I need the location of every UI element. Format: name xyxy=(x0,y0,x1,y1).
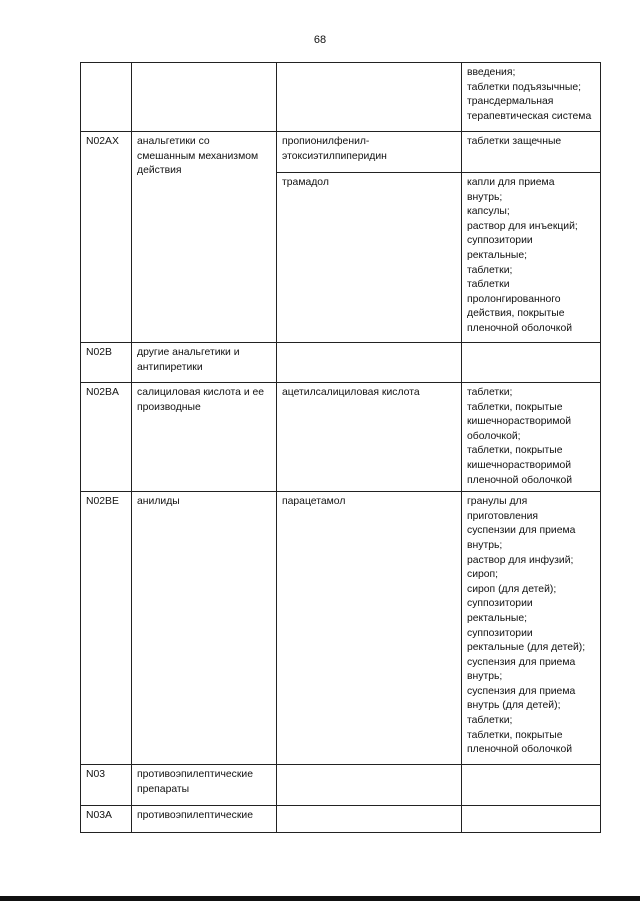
anatomical-group-cell: анальгетики со смешанным механизмом действия xyxy=(132,132,277,343)
substance-cell: пропионилфенил- этоксиэтилпиперидин xyxy=(277,132,462,173)
substance-cell xyxy=(277,806,462,833)
dosage-forms-cell xyxy=(462,343,601,383)
substance-cell xyxy=(277,63,462,132)
substance-cell: ацетилсалициловая кислота xyxy=(277,383,462,492)
table-row xyxy=(81,343,601,383)
atc-code-cell xyxy=(81,63,132,132)
atc-code-cell: N03 xyxy=(81,765,132,806)
atc-code-cell: N02AX xyxy=(81,132,132,343)
anatomical-group-cell: анилиды xyxy=(132,492,277,765)
table-row xyxy=(81,765,601,806)
dosage-forms-cell xyxy=(462,765,601,806)
table-row xyxy=(81,383,601,492)
anatomical-group-cell xyxy=(132,63,277,132)
substance-cell xyxy=(277,765,462,806)
substance-cell xyxy=(277,343,462,383)
atc-code-cell: N03A xyxy=(81,806,132,833)
dosage-forms-cell: капли для приема внутрь; капсулы; раствор для инъекций; суппозитории ректальные; таблетки; таблетки пролонгированного действия, покрытые пленочной оболочкой xyxy=(462,173,601,343)
anatomical-group-cell: салициловая кислота и ее производные xyxy=(132,383,277,492)
anatomical-group-cell: противоэпилептические препараты xyxy=(132,765,277,806)
page-number: 68 xyxy=(313,34,327,46)
atc-code-cell: N02BA xyxy=(81,383,132,492)
table-row xyxy=(81,492,601,765)
atc-code-cell: N02BE xyxy=(81,492,132,765)
dosage-forms-cell: введения; таблетки подъязычные; трансдермальная терапевтическая система xyxy=(462,63,601,132)
drug-classification-table xyxy=(80,62,601,833)
dosage-forms-cell: таблетки защечные xyxy=(462,132,601,173)
dosage-forms-cell: гранулы для приготовления суспензии для приема внутрь; раствор для инфузий; сироп; сироп (для детей); суппозитории ректальные; суппозитории ректальные (для детей); суспензия для приема внутрь; суспензия для приема внутрь (для детей); таблетки; таблетки, покрытые пленочной оболочкой xyxy=(462,492,601,765)
bottom-rule xyxy=(0,896,640,901)
table-row xyxy=(81,806,601,833)
table-row xyxy=(81,132,601,173)
substance-cell: парацетамол xyxy=(277,492,462,765)
dosage-forms-cell: таблетки; таблетки, покрытые кишечнорастворимой оболочкой; таблетки, покрытые кишечнорастворимой пленочной оболочкой xyxy=(462,383,601,492)
substance-cell: трамадол xyxy=(277,173,462,343)
anatomical-group-cell: противоэпилептические xyxy=(132,806,277,833)
table-row xyxy=(81,63,601,132)
atc-code-cell: N02B xyxy=(81,343,132,383)
dosage-forms-cell xyxy=(462,806,601,833)
anatomical-group-cell: другие анальгетики и антипиретики xyxy=(132,343,277,383)
